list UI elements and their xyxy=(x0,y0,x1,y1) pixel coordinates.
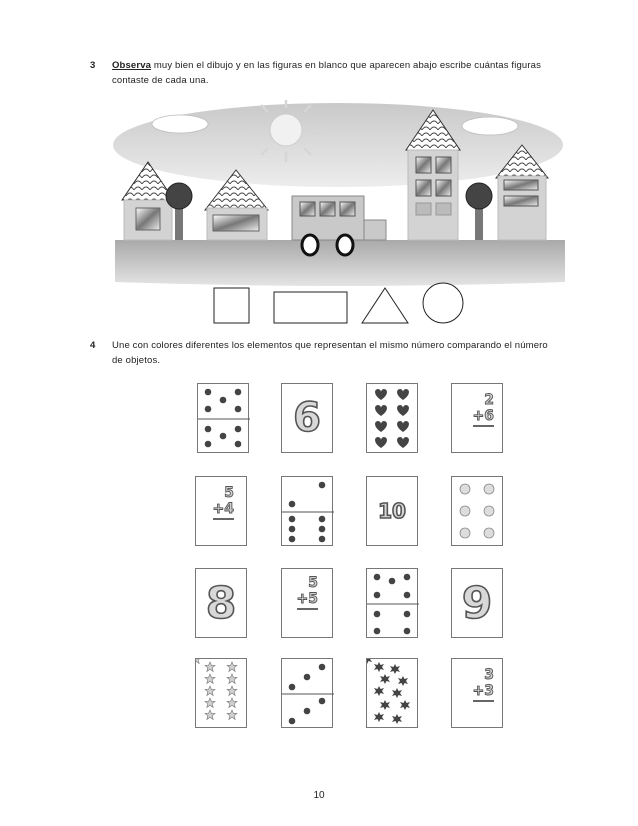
splat-card[interactable] xyxy=(366,658,418,728)
number-card-10[interactable] xyxy=(366,476,418,546)
exercise-4-instruction: Une con colores diferentes los elementos que representan el mismo número comparando el número de objetos. xyxy=(112,340,548,366)
rectangle-shape xyxy=(274,292,347,323)
addend-top: 3 xyxy=(484,667,494,683)
domino-card-4-and-5[interactable] xyxy=(197,383,249,453)
triangle-shape xyxy=(362,288,408,323)
exercise-3-keyword: Observa xyxy=(112,60,152,71)
exercise-4-number: 4 xyxy=(90,340,96,351)
number-8: 8 xyxy=(205,577,237,629)
hearts-card[interactable] xyxy=(366,383,418,453)
addend-bottom: +5 xyxy=(297,591,318,610)
heart-icons xyxy=(367,384,419,454)
circle-shape xyxy=(423,283,463,323)
addend-top: 5 xyxy=(224,485,234,501)
tree-right xyxy=(466,183,492,240)
house-left xyxy=(122,162,174,240)
stars-card[interactable] xyxy=(195,658,247,728)
sum-card-5-plus-5[interactable] xyxy=(281,568,333,638)
sum-card-5-plus-4[interactable] xyxy=(195,476,247,546)
number-card-9[interactable] xyxy=(451,568,503,638)
sum-5-plus-4 xyxy=(213,485,234,520)
smiley-card[interactable] xyxy=(451,476,503,546)
number-9: 9 xyxy=(461,577,493,629)
domino-card-2-and-6[interactable] xyxy=(281,476,333,546)
number-card-8[interactable] xyxy=(195,568,247,638)
sum-2-plus-6 xyxy=(473,392,494,427)
domino-card-3-and-3[interactable] xyxy=(281,658,333,728)
exercise-3-text: muy bien el dibujo y en las figuras en blanco que aparecen abajo escribe cuántas figuras contaste de cada una. xyxy=(112,60,541,86)
splat-icons xyxy=(367,659,419,729)
addend-top: 5 xyxy=(308,575,318,591)
addend-bottom: +6 xyxy=(473,408,494,427)
number-6: 6 xyxy=(293,395,321,441)
addend-bottom: +4 xyxy=(213,501,234,520)
number-card-6[interactable] xyxy=(281,383,333,453)
addend-top: 2 xyxy=(484,392,494,408)
number-10: 10 xyxy=(378,499,406,523)
exercise-3-number: 3 xyxy=(90,60,96,71)
sum-card-2-plus-6[interactable] xyxy=(451,383,503,453)
square-shape xyxy=(214,288,249,323)
city-scene-illustration xyxy=(110,100,570,335)
exercise-3-instruction xyxy=(112,58,552,88)
sum-card-3-plus-3[interactable] xyxy=(451,658,503,728)
sum-3-plus-3 xyxy=(473,667,494,702)
smiley-icons xyxy=(452,477,504,547)
domino-card-5-and-4[interactable] xyxy=(366,568,418,638)
sum-5-plus-5 xyxy=(297,575,318,610)
page-number: 10 xyxy=(313,790,325,801)
addend-bottom: +3 xyxy=(473,683,494,702)
star-icons xyxy=(196,659,248,729)
